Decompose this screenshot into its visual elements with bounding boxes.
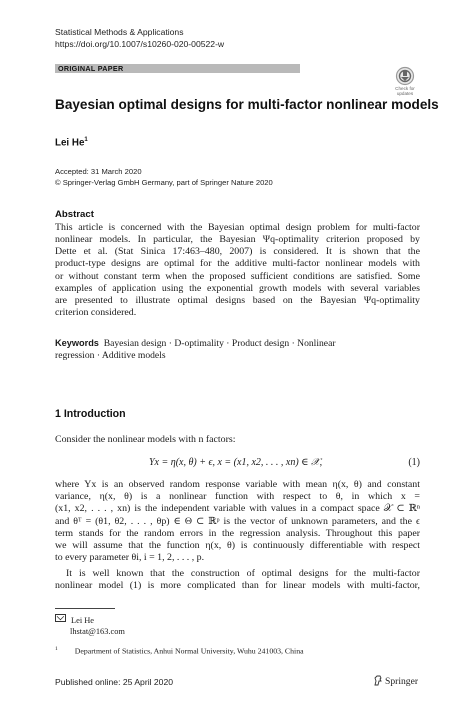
affiliation-number: 1 xyxy=(55,646,58,652)
section-heading-introduction: 1 Introduction xyxy=(55,408,126,420)
keywords-block xyxy=(55,337,420,362)
author-line xyxy=(55,137,88,148)
abstract-line: product-type designs are optimal for the additive multi-factor nonlinear models with xyxy=(55,258,420,270)
contact-name: Lei He xyxy=(71,616,95,625)
abstract-heading: Abstract xyxy=(55,209,94,220)
body-line: to every parameter θi, i = 1, 2, . . . , p. xyxy=(55,552,205,564)
abstract-line: examples of application using the exponential growth models with several variables xyxy=(55,282,420,294)
abstract-line: Dette et al. (Stat Sinica 17:463–480, 2007) is considered. It is shown that the xyxy=(55,246,420,258)
contact-email[interactable]: lhstat@163.com xyxy=(70,627,125,636)
intro-paragraph-2 xyxy=(55,568,420,592)
body-line: term stands for the random errors in the regression analysis. Throughout this paper xyxy=(55,527,420,539)
published-date: Published online: 25 April 2020 xyxy=(55,677,174,687)
abstract-line: are presented to illustrate optimal designs based on the Bayesian Ψq-optimality xyxy=(55,294,420,306)
equation-number: (1) xyxy=(408,457,420,468)
body-line: where Yx is an observed random response variable with mean η(x, θ) and constant xyxy=(55,479,420,490)
body-line: variance, η(x, θ) is a nonlinear function with respect to θ, in which x = xyxy=(55,491,420,503)
check-updates-icon xyxy=(387,66,423,86)
keywords-line: regression · Additive models xyxy=(55,350,166,362)
abstract-line: criterion considered. xyxy=(55,307,137,319)
footnote-divider xyxy=(55,608,115,609)
corresponding-author xyxy=(55,614,125,637)
abstract-text xyxy=(55,222,420,319)
author-name[interactable]: Lei He xyxy=(55,137,85,149)
intro-paragraph-1 xyxy=(55,479,420,564)
body-line: nonlinear model (1) is more complicated than for linear models with multi-factor, xyxy=(55,580,420,592)
doi-link[interactable]: https://doi.org/10.1007/s10260-020-00522-w xyxy=(55,38,225,49)
article-type-label: ORIGINAL PAPER xyxy=(58,64,124,73)
body-line: It is well known that the construction of optimal designs for the multi-factor xyxy=(66,568,420,579)
intro-sentence xyxy=(55,434,420,446)
abstract-line: or without constant term when the proposed sufficient conditions are satisfied. Some xyxy=(55,270,420,282)
affiliation-text: Department of Statistics, Anhui Normal University, Wuhu 241003, China xyxy=(74,646,304,656)
envelope-icon xyxy=(55,614,66,622)
journal-name: Statistical Methods & Applications xyxy=(55,27,184,37)
keywords-line: Bayesian design · D-optimality · Product design · Nonlinear xyxy=(103,338,336,349)
journal-header xyxy=(55,27,224,50)
affiliation-footnote xyxy=(55,644,304,657)
equation-text: Yx = η(x, θ) + ϵ, x = (x1, x2, . . . , xn) ∈ 𝒳, xyxy=(149,457,323,468)
body-line: we will assume that the function η(x, θ) is continuously differentiable with respect xyxy=(55,540,420,552)
springer-horse-icon xyxy=(373,675,383,686)
check-updates-label: Check for updates xyxy=(395,86,415,96)
accepted-date: Accepted: 31 March 2020 xyxy=(55,167,142,176)
dates-block xyxy=(55,166,273,188)
publisher-logo xyxy=(373,675,418,687)
publisher-name: Springer xyxy=(385,676,419,687)
body-line: Consider the nonlinear models with n factors: xyxy=(55,434,236,445)
body-line: (x1, x2, . . . , xn) is the independent variable with values in a compact space 𝒳 ⊂ ℝⁿ xyxy=(55,503,420,515)
abstract-line: This article is concerned with the Bayesian optimal design problem for multi-factor xyxy=(55,222,420,233)
body-line: and θᵀ = (θ1, θ2, . . . , θp) ∈ Θ ⊂ ℝᵖ is the vector of unknown parameters, and the ϵ xyxy=(55,515,420,527)
author-affiliation-mark: 1 xyxy=(84,137,88,143)
copyright-line: © Springer-Verlag GmbH Germany, part of Springer Nature 2020 xyxy=(55,178,273,187)
keywords-label: Keywords xyxy=(55,338,99,348)
abstract-line: nonlinear models. In particular, the Bayesian Ψq-optimality criterion proposed by xyxy=(55,234,420,246)
article-title: Bayesian optimal designs for multi-factor nonlinear models xyxy=(55,97,439,112)
